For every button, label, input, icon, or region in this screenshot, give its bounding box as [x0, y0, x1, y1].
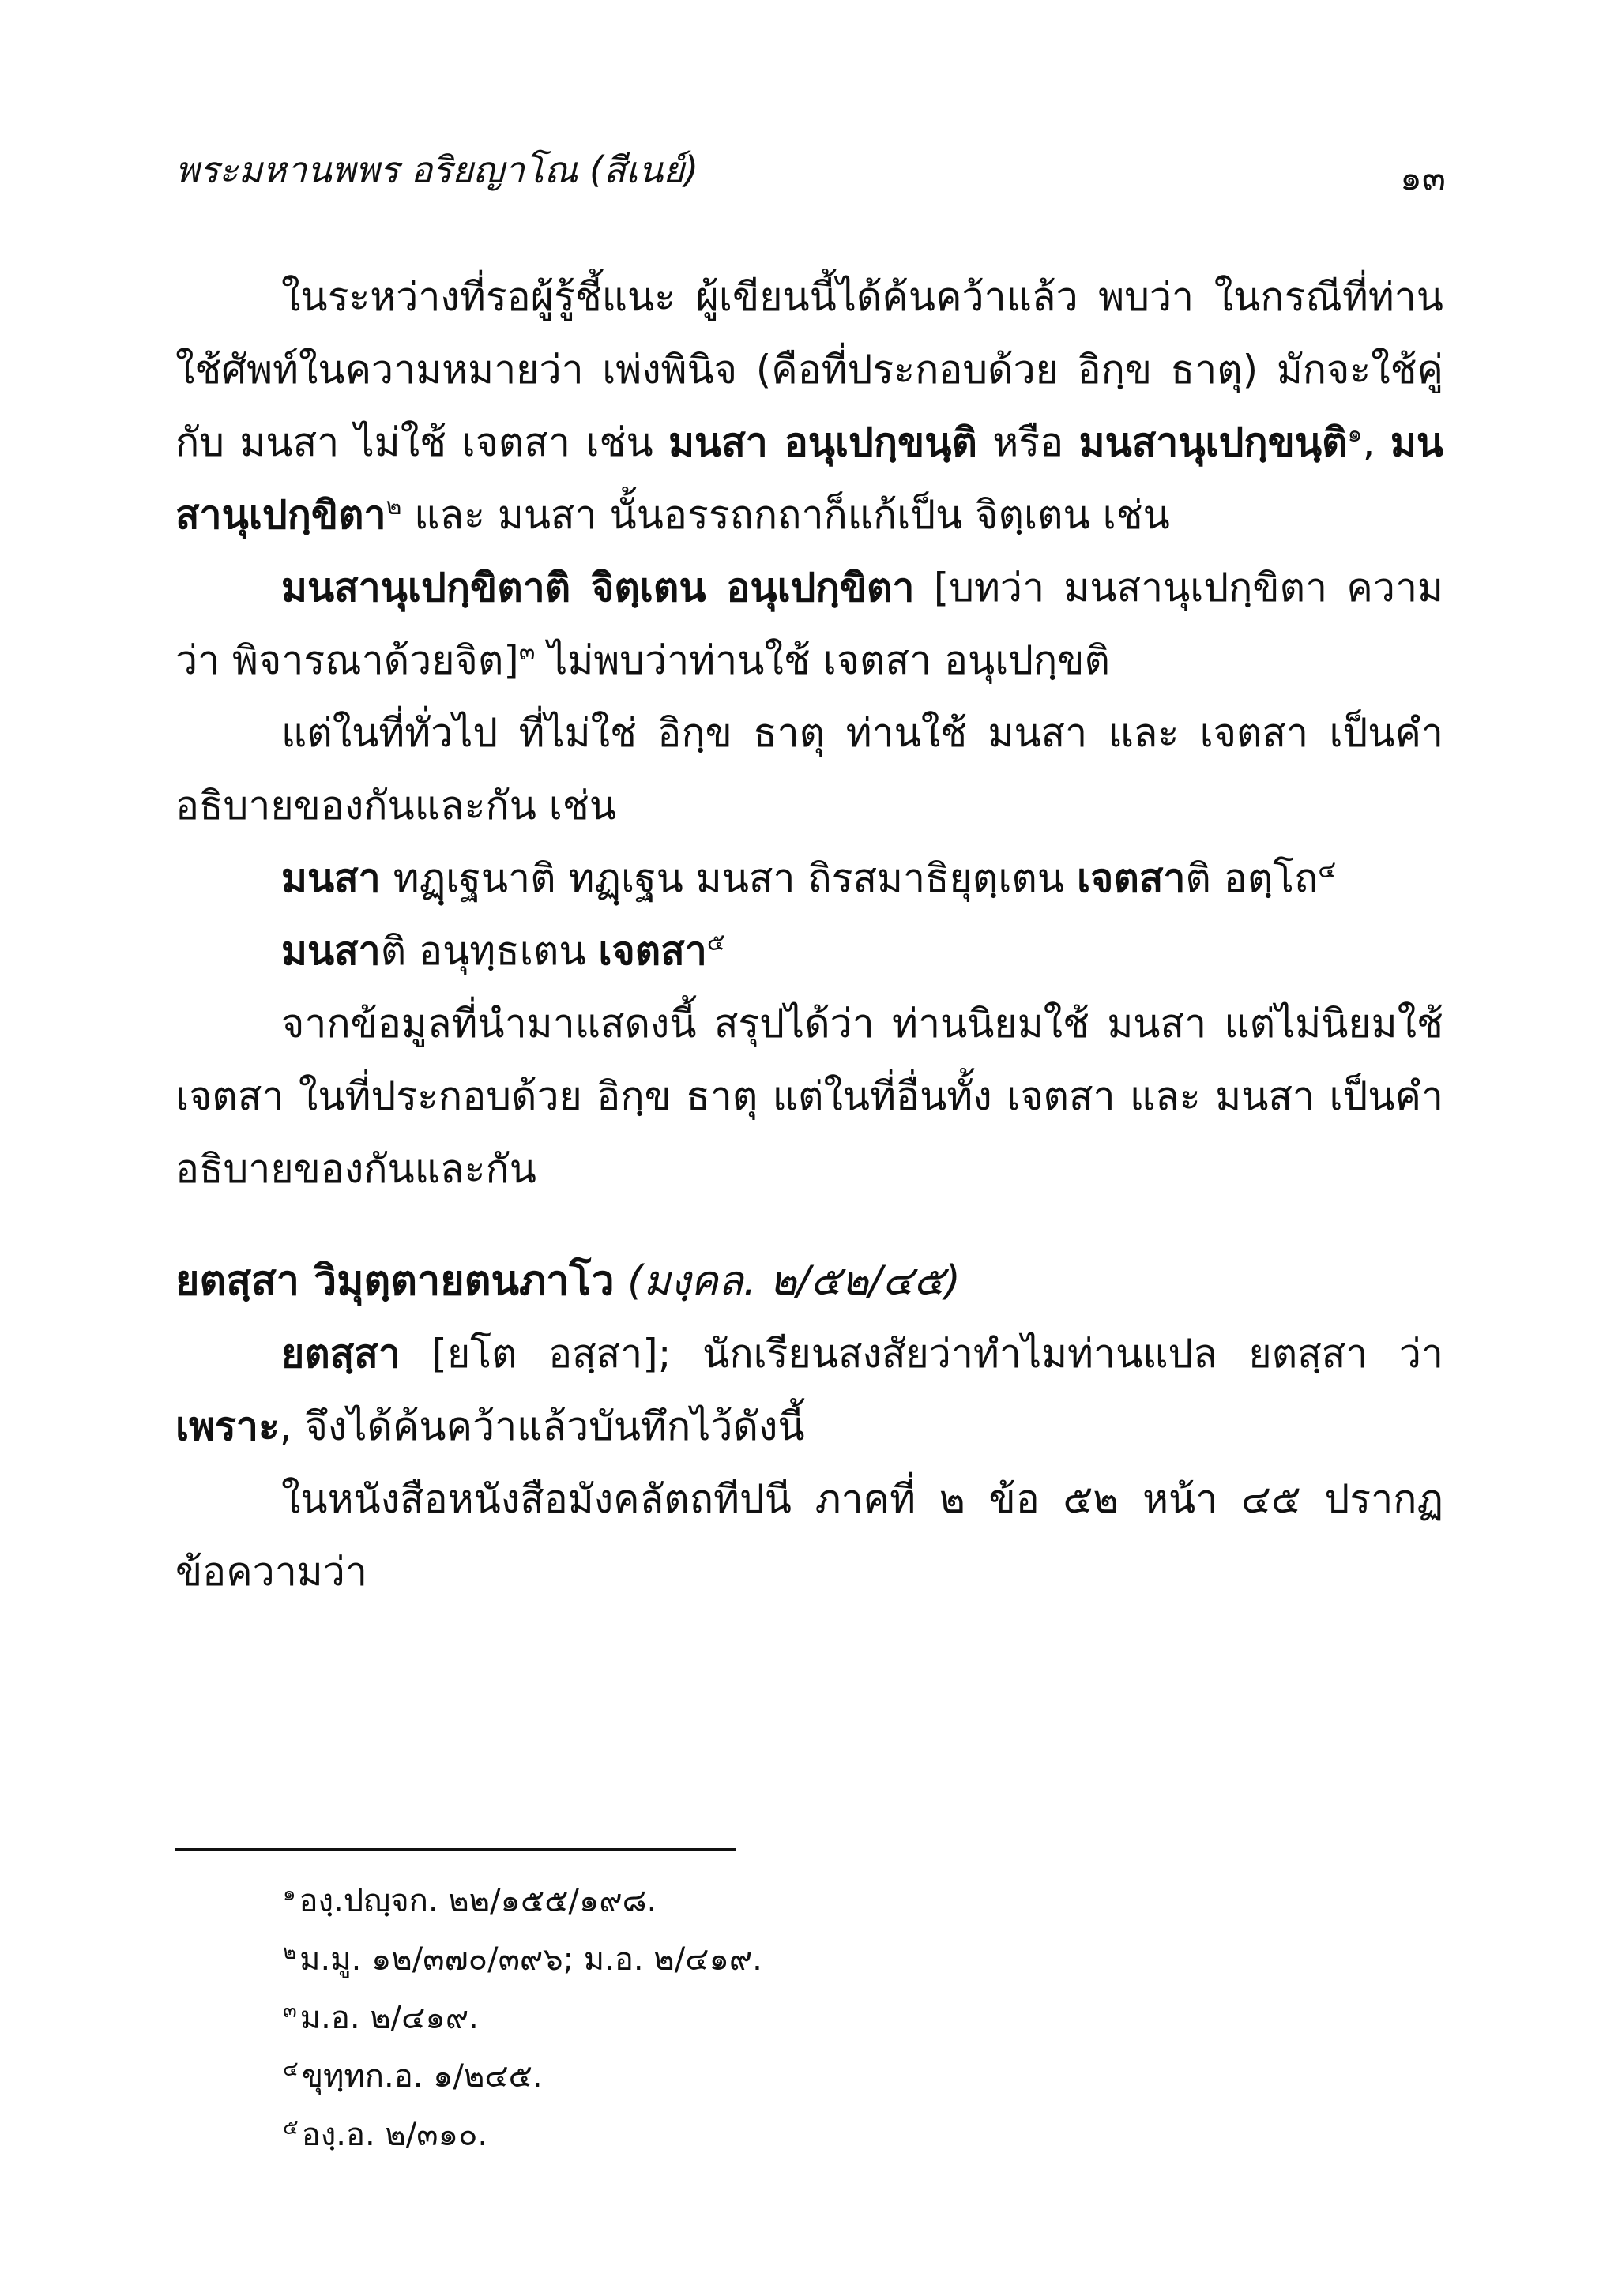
q1-text-2: ติ อตฺโถ	[1185, 855, 1319, 901]
p5-bold-1: ยตสฺสา	[281, 1331, 401, 1377]
footnote-ref-3[interactable]: ๓	[518, 638, 536, 666]
p1-mid: หรือ	[976, 419, 1079, 465]
page-number: ๑๓	[1399, 158, 1446, 198]
paragraph-4: จากข้อมูลที่นำมาแสดงนี้ สรุปได้ว่า ท่านนิยมใช้ มนสา แต่ไม่นิยมใช้ เจตสา ในที่ประกอบด้วย อิกฺข ธาตุ แต่ในที่อื่นทั้ง เจตสา และ มนสา เป็นคำอธิบายของกันและกัน	[175, 1001, 1443, 1192]
q2-text-1: ติ อนุทฺธเตน	[380, 928, 599, 974]
p5-text-1: [ยโต อสฺสา]; นักเรียนสงสัยว่าทำไมท่านแปล ยตสฺสา ว่า	[400, 1331, 1443, 1377]
footnote-4	[283, 2047, 762, 2106]
footnote-ref-5[interactable]: ๕	[706, 929, 725, 956]
p1-bold-term-2: มนสานุเปกฺขนฺติ	[1078, 419, 1348, 465]
p2-tail: ไม่พบว่าท่านใช้ เจตสา อนุเปกฺขติ	[535, 637, 1110, 683]
footnote-mark: ๔	[283, 2057, 299, 2081]
footnote-5	[283, 2106, 762, 2164]
footnote-text: องฺ.ปญฺจก. ๒๒/๑๕๕/๑๙๘.	[299, 1883, 657, 1919]
footnote-mark: ๓	[283, 1999, 297, 2023]
footnote-ref-4[interactable]: ๔	[1318, 856, 1337, 884]
footnote-divider	[175, 1848, 736, 1851]
q1-bold-2: เจตสา	[1076, 855, 1186, 901]
paragraph-3: แต่ในที่ทั่วไป ที่ไม่ใช่ อิกฺข ธาตุ ท่านใช้ มนสา และ เจตสา เป็นคำอธิบายของกันและกัน เช่น	[175, 710, 1443, 829]
heading-reference: (มงฺคล. ๒/๕๒/๔๕)	[614, 1257, 961, 1305]
footnote-ref-2[interactable]: ๒	[386, 493, 402, 520]
p2-text: [บทว่า มนสานุเปกฺขิตา ความว่า พิจารณาด้วยจิต]	[175, 565, 1443, 683]
p1-tail: และ มนสา นั้นอรรถกถาก็แก้เป็น จิตฺเตน เช่น	[401, 492, 1170, 538]
footnote-text: ขุทฺทก.อ. ๑/๒๔๕.	[301, 2058, 543, 2095]
p1-comma: ,	[1362, 419, 1390, 465]
running-head: พระมหานพพร อริยญาโณ (สีเนย์)	[175, 148, 699, 191]
quote-line-1	[175, 842, 1443, 915]
p5-text-2: , จึงได้ค้นคว้าแล้วบันทึกไว้ดังนี้	[279, 1404, 805, 1449]
paragraph-6: ในหนังสือหนังสือมังคลัตถทีปนี ภาคที่ ๒ ข้อ ๕๒ หน้า ๔๕ ปรากฏข้อความว่า	[175, 1476, 1443, 1595]
q2-bold-2: เจตสา	[598, 928, 707, 974]
footnote-1	[283, 1872, 762, 1930]
footnote-text: ม.มู. ๑๒/๓๗๐/๓๙๖; ม.อ. ๒/๔๑๙.	[299, 1941, 762, 1978]
q1-bold-1: มนสา	[281, 855, 381, 901]
p1-text: ในระหว่างที่รอผู้รู้ชี้แนะ ผู้เขียนนี้ได้ค้นคว้าแล้ว พบว่า ในกรณีที่ท่านใช้ศัพท์ในความหมายว่า เพ่งพินิจ (คือที่ประกอบด้วย อิกฺข ธาตุ) มักจะใช้คู่กับ มนสา ไม่ใช้ เจตสา เช่น	[175, 274, 1443, 465]
footnote-mark: ๕	[283, 2116, 299, 2140]
section-heading	[175, 1245, 1443, 1317]
paragraph-2	[175, 551, 1443, 697]
footnote-2	[283, 1930, 762, 1989]
p1-bold-term-1: มนสา อนุเปกฺขนฺติ	[668, 419, 977, 465]
p5-bold-2: เพราะ	[175, 1404, 280, 1449]
paragraph-1	[175, 261, 1443, 551]
footnote-text: องฺ.อ. ๒/๓๑๐.	[301, 2117, 488, 2153]
footnote-ref-1[interactable]: ๑	[1347, 420, 1363, 448]
footnote-text: ม.อ. ๒/๔๑๙.	[299, 2000, 479, 2036]
footnotes	[283, 1872, 762, 2164]
quote-line-2	[175, 915, 1443, 987]
paragraph-5	[175, 1317, 1443, 1463]
p2-bold-term: มนสานุเปกฺขิตาติ จิตฺเตน อนุเปกฺขิตา	[281, 565, 915, 611]
q1-text-1: ทฏฺเฐนาติ ทฏฺเฐน มนสา ถิรสมาธิยุตฺเตน	[380, 855, 1077, 901]
footnote-mark: ๒	[283, 1941, 297, 1964]
footnote-mark: ๑	[283, 1882, 296, 1906]
q2-bold-1: มนสา	[281, 928, 381, 974]
heading-title: ยตสฺสา วิมุตฺตายตนภาโว	[175, 1257, 615, 1305]
footnote-3	[283, 1989, 762, 2047]
body-text	[175, 261, 1443, 1608]
p1-bold-term-3: มนสานุเปกฺขิตา	[175, 419, 1443, 538]
